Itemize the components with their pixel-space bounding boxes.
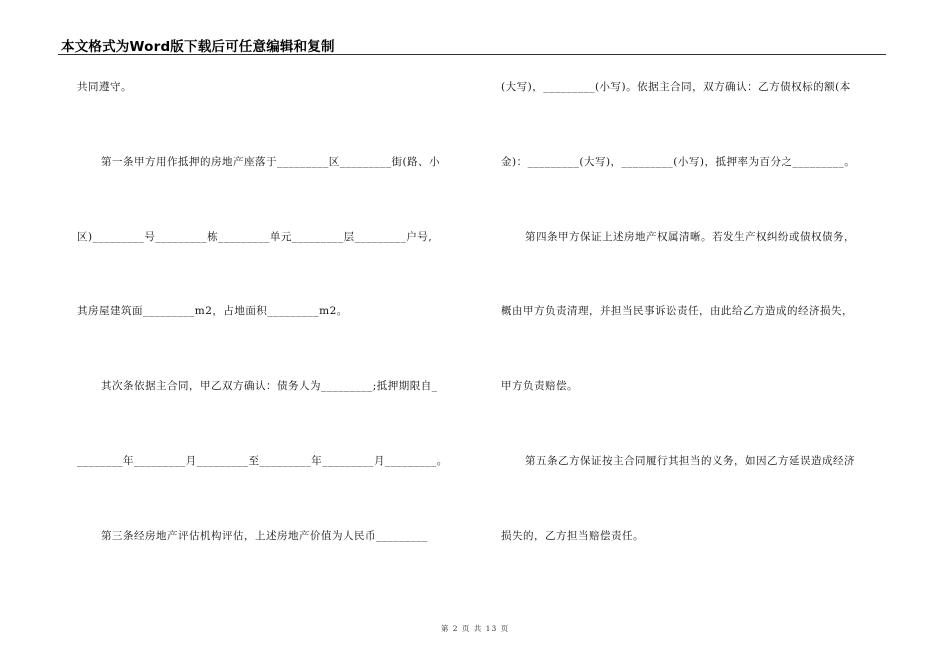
text-line: ________年_________月_________至_________年_________月_________。 (77, 455, 448, 467)
text-line: 损失的，乙方担当赔偿责任。 (501, 530, 644, 542)
header-title: 本文格式为Word版下载后可任意编辑和复制 (61, 39, 335, 55)
paragraph-first-line: 第三条经房地产评估机构评估，上述房地产价值为人民币_________ (101, 530, 428, 542)
text-line: 共同遵守。 (77, 81, 132, 93)
page-number: 第 2 页 共 13 页 (440, 624, 510, 633)
text-line: 甲方负责赔偿。 (501, 380, 578, 392)
text-line: 区)_________号_________栋_________单元_________层_________户号, (77, 231, 433, 243)
paragraph-first-line: 第五条乙方保证按主合同履行其担当的义务，如因乙方延误造成经济 (525, 455, 855, 467)
page-header (58, 34, 886, 55)
text-line: (大写)，_________(小写)。依据主合同，双方确认：乙方债权标的额(本 (501, 81, 851, 93)
text-line: 金)：_________(大写)，_________(小写)，抵押率为百分之_________。 (501, 156, 856, 168)
text-line: 其房屋建筑面_________m2，占地面积_________m2。 (77, 305, 348, 317)
paragraph-first-line: 第一条甲方用作抵押的房地产座落于_________区_________街(路、小 (101, 156, 441, 168)
paragraph-first-line: 第四条甲方保证上述房地产权属清晰。若发生产权纠纷或债权债务， (525, 231, 855, 243)
text-line: 概由甲方负责清理，并担当民事诉讼责任，由此给乙方造成的经济损失， (501, 305, 853, 317)
paragraph-first-line: 其次条依据主合同，甲乙双方确认：债务人为_________;抵押期限自_ (101, 380, 438, 392)
